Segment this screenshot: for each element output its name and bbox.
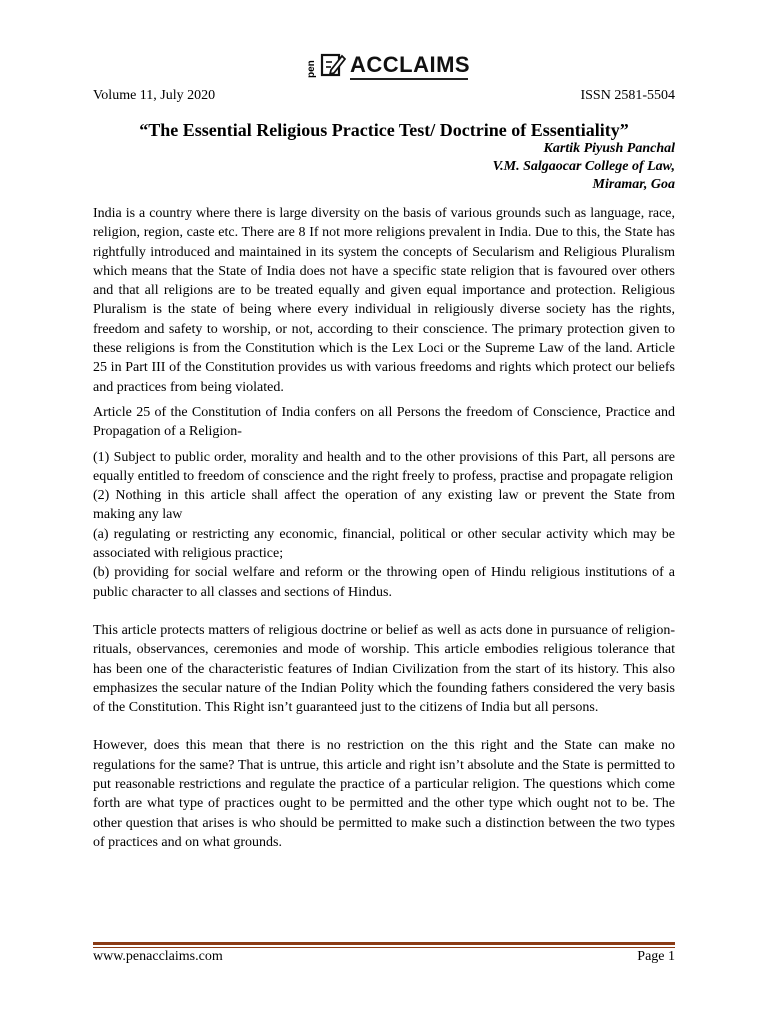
clause-2: (2) Nothing in this article shall affect the operation of any existing law or prevent the State from making any law (93, 488, 675, 523)
publisher-logo (0, 50, 768, 82)
author-block (493, 140, 675, 194)
footer-rule-thin (93, 947, 675, 948)
logo-brand-text: ACCLAIMS (350, 52, 471, 77)
article-title: “The Essential Religious Practice Test/ Doctrine of Essentiality” (139, 120, 629, 140)
paragraph-4: However, does this mean that there is no restriction on the this right and the State can make no regulations for the same? That is untrue, this article and right isn’t absolute and the State is permitted to put reasonable restrictions and regulate the practice of a particular religion. The questions which come forth are what type of practices ought to be permitted and the other type which ought not to be. The other question that arises is who should be permitted to make such a distinction between the two types of practices and on what grounds. (93, 738, 675, 850)
logo-pen-text: pen (306, 60, 317, 78)
clause-b: (b) providing for social welfare and reform or the throwing open of Hindu religious institutions of a public character to all classes and sections of Hindus. (93, 565, 675, 600)
paragraph-1: India is a country where there is large diversity on the basis of various grounds such as language, race, religion, region, caste etc. There are 8 If not more religions prevalent in India. Due to this, the State has rightfully introduced and maintained in its system the concepts of Secularism and Religious Pluralism which means that the State of India does not have a specific state religion that is favoured over others and that all religions are to be treated equally and given equal importance and protection. Religious Pluralism is the state of being where every individual in religiously diverse society has the rights, freedom and safety to worship, or not, according to their conscience. The primary protection given to these religions is from the Constitution which is the Lex Loci or the Supreme Law of the land. Article 25 in Part III of the Constitution provides us with various freedoms and rights which protect our beliefs and practices from being violated. (93, 206, 675, 395)
issn-label: ISSN 2581-5504 (580, 88, 675, 103)
footer-url[interactable]: www.penacclaims.com (93, 949, 223, 964)
page-number: Page 1 (637, 949, 675, 964)
footer-rule-thick (93, 942, 675, 945)
logo-underline (350, 78, 468, 80)
article-body (93, 204, 675, 852)
paragraph-2: Article 25 of the Constitution of India confers on all Persons the freedom of Conscience, Practice and Propagation of a Religion- (93, 404, 675, 440)
author-college: V.M. Salgaocar College of Law, (492, 159, 675, 174)
paragraph-3: This article protects matters of religious doctrine or belief as well as acts done in pursuance of religion- rituals, observances, ceremonies and mode of worship. This article embodies religious tolerance that has been one of the characteristic features of Indian Civilization from the start of its history. This also emphasizes the secular nature of the Indian Polity which the founding fathers considered the very basis of the Constitution. This Right isn’t guaranteed just to the citizens of India but all persons. (93, 622, 675, 716)
clause-a: (a) regulating or restricting any economic, financial, political or other secular activity which may be associated with religious practice; (93, 526, 675, 562)
volume-label: Volume 11, July 2020 (93, 88, 216, 103)
author-name: Kartik Piyush Panchal (543, 141, 675, 156)
author-place: Miramar, Goa (592, 177, 675, 192)
clause-1: (1) Subject to public order, morality and health and to the other provisions of this Part, all persons are equally entitled to freedom of conscience and the right freely to profess, practise and propagate religion (93, 449, 675, 484)
pen-paper-icon (320, 50, 346, 78)
